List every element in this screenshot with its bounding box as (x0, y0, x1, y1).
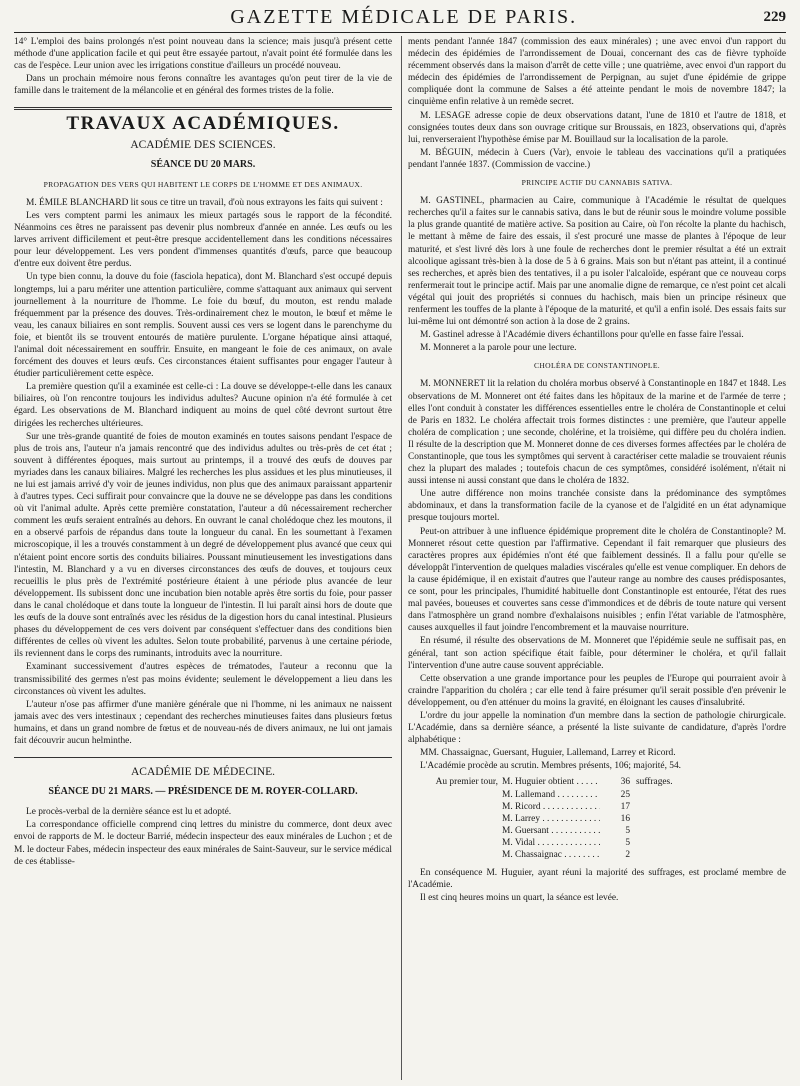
vote-row (408, 849, 786, 861)
paragraph: M. LESAGE adresse copie de deux observations datant, l'une de 1810 et l'autre de 1818, et consignées toutes deux dans son ouvrage critique sur Broussais, en 1823, observations qui, d'après lui, renverseraient l'hypothèse émise par M. Bouillaud sur la localisation de la parole. (408, 110, 786, 145)
paragraph: Il est cinq heures moins un quart, la séance est levée. (420, 893, 619, 904)
vote-count: 2 (625, 850, 630, 860)
paragraph: ments pendant l'année 1847 (commission des eaux minérales) ; une avec envoi d'un rapport du médecin des épidémies de l'arrondissement de Douai, concernant des cas de fièvre typhoïde récemment observés dans la maison d'arrêt de cette ville ; une quatrième, avec envoi d'un rapport du médecin des épidémies de l'arrondissement de Perpignan, au sujet d'une épidémie de grippe compliquée dont la commune de Salses a été atteinte pendant le mois de novembre 1847; la cinquième enfin relative à un remède secret. (408, 37, 786, 108)
candidate-name: M. Lallemand . . . (502, 789, 600, 801)
candidate-name: M. Guersant . . . (502, 825, 600, 837)
vote-suffix: suffrages. (636, 777, 673, 788)
paragraph: M. ÉMILE BLANCHARD lit sous ce titre un travail, d'où nous extrayons les faits qui suivent : (26, 197, 383, 208)
vote-row (408, 789, 786, 801)
paragraph: Sur une très-grande quantité de foies de mouton examinés en toutes saisons pendant l'espace de plus de trois ans, l'auteur n'a jamais rencontré que des individus adultes ou très-près de cet état ; souvent à différentes époques, mais surtout au printemps, il a trouvé des œufs de douves par myriades dans les canaux biliaires. Malgré les recherches les plus assidues et les plus minutieuses, il ne lui est jamais arrivé d'y voir de jeunes individus, non plus que des animaux paraissant appartenir à d'autres types. Ceci suffirait pour convaincre que la douve ne se développe pas dans les conditions où vit l'animal adulte. Après cette première constatation, l'auteur a dû nécessairement rechercher comment les œufs seraient entraînés au dehors. En ouvrant le canal cholédoque chez les moutons, il en a observé parfois de répandus dans toute la longueur du canal. En les soumettant à l'examen microscopique, il les a trouvés constamment à un degré de développement plus avancé que ceux qui n'étaient point encore sortis des conduits biliaires. Poussant minutieusement les investigations dans l'intestin, M. Blanchard y a vu en diverses circonstances des œufs de douves, et toujours ceux recueillis le plus près de l'extrémité postérieure étaient à une période plus avancée de leur développement. Ils subissent donc une incubation bien notable après être sortis du foie, pour passer dans le canal cholédoque et dans toute la longueur de l'intestin. Il lui paraît ainsi hors de doute que les œufs de la douve sont entraînés avec les résidus de la digestion hors du canal intestinal. Plusieurs phases du développement de ces vers doivent par conséquent s'effectuer dans des conditions bien différentes de celles où vivent les adultes. Selon toute probabilité, parvenus à une certaine période, ils reviennent dans le corps des ruminants, introduits avec la nourriture. (14, 431, 392, 660)
paragraph: M. BÉGUIN, médecin à Cuers (Var), envoie le tableau des vaccinations qu'il a pratiquées pendant l'année 1837. (Commission de vaccine.) (408, 147, 786, 170)
vote-count: 5 (625, 825, 630, 836)
candidate-name: M. Huguier obtient . . . (502, 776, 600, 788)
vote-row (408, 813, 786, 825)
column-rule (401, 36, 402, 1080)
paragraph: Examinant successivement d'autres espèces de trématodes, l'auteur a reconnu que la transmissibilité des germes n'est pas moins évidente; seulement le développement a lieu dans les circonstances où vivent les adultes. (14, 662, 392, 697)
article-subheading: PRINCIPE ACTIF DU CANNABIS SATIVA. (521, 178, 673, 188)
paragraph: M. Monneret a la parole pour une lecture. (420, 343, 577, 354)
vote-row (408, 825, 786, 837)
left-column (14, 36, 392, 1082)
seance-heading: SÉANCE DU 20 MARS. (150, 158, 256, 170)
candidate-name: M. Chassaignac . . . (502, 849, 600, 861)
page-header (14, 2, 786, 33)
paragraph: Les vers comptent parmi les animaux les mieux partagés sous le rapport de la fécondité. Néanmoins ces êtres ne paraissent pas devenir plus nombreux d'année en année. Les œufs ou les larves arrivent difficilement et peut-être presque accidentellement dans les conditions nécessaires pour leur développement. Les vers pondent d'immenses quantités d'œufs, parce que beaucoup d'entre eux doivent être perdus. (14, 210, 392, 270)
candidate-name: M. Vidal . . . (502, 837, 600, 849)
academy-heading: ACADÉMIE DES SCIENCES. (130, 138, 276, 151)
vote-row (408, 837, 786, 849)
section-divider (14, 757, 392, 758)
academy-heading: ACADÉMIE DE MÉDECINE. (130, 766, 276, 779)
paragraph: MM. Chassaignac, Guersant, Huguier, Lallemand, Larrey et Ricord. (420, 748, 676, 759)
paragraph: Un type bien connu, la douve du foie (fasciola hepatica), dont M. Blanchard s'est occupé depuis longtemps, lui a paru mériter une attention particulière, comme s'attaquant aux animaux qui servent journellement à la nourriture de l'homme. Le foie du bœuf, du mouton, est rendu malade fréquemment par la présence des douves. Très-ordinairement chez le mouton, le bœuf et même le veau, les canaux biliaires en sont remplis. Souvent aussi ces vers se logent dans le parenchyme du foie, et bientôt ils se trouvent entourés de matière purulente. L'organe hépatique ainsi attaqué, l'animal doit nécessairement en souffrir. Ensuite, en mangeant le foie de ces animaux, on avale forcément des douves et leurs œufs. Ces circonstances étaient suffisantes pour engager l'auteur à étudier particulièrement cette espèce. (14, 272, 392, 380)
paragraph: Cette observation a une grande importance pour les peuples de l'Europe qui pourraient avoir à craindre l'apparition du choléra ; car elle tend à faire présumer qu'il serait possible d'en prévenir le développement, ou d'en atténuer du moins la gravité, en éloignant les causes d'insalubrité. (408, 673, 786, 708)
paragraph: L'Académie procède au scrutin. Membres présents, 106; majorité, 54. (420, 761, 681, 772)
seance-heading: SÉANCE DU 21 MARS. — PRÉSIDENCE DE M. ROYER-COLLARD. (48, 786, 358, 798)
paragraph: En conséquence M. Huguier, ayant réuni la majorité des suffrages, est proclamé membre de l'Académie. (408, 868, 786, 891)
paragraph: La correspondance officielle comprend cinq lettres du ministre du commerce, dont deux avec envoi de rapports de M. le docteur Barrié, médecin inspecteur des eaux minérales de Luchon ; et de M. le docteur Fabes, médecin inspecteur des eaux minérales de Saint-Sauveur, sur le service médical de ces établisse- (14, 820, 392, 867)
paragraph: M. GASTINEL, pharmacien au Caire, communique à l'Académie le résultat de quelques recherches qu'il a faites sur le cannabis sativa, dans le but de réunir sous le moindre volume possible la plus grande quantité de matière active. Sa position au Caire, où l'on récolte la plante du hachisch, le mettant à même de faire des essais, il s'est procuré une masse de plantes à l'époque de leur maturité, et s'est livré dès lors à une foule de recherches dont le premier résultat a été un extrait alcoolique agissant très-bien à la dose de 5 à 6 grains. Mais son but n'étant pas atteint, il a continué ses recherches, et après bien des tentatives, il a pu isoler l'alcaloïde, espérant que ce nouveau corps renfermerait tout le principe actif. Mais par une anomalie digne de remarque, ce n'est point cet alcali végétal qui jouit des propriétés si connues du hachisch, mais bien un principe résineux que renferment les touffes de la plante à l'époque de la maturité, et qu'il a enfin isolé. Des essais faits sur lui-même lui ont démontré son action à la dose de 2 grains. (408, 196, 786, 328)
paragraph: Une autre différence non moins tranchée consiste dans la prédominance des symptômes abdominaux, et dans la transformation facile de la cyanose et de l'algidité en un état adynamique presque toujours mortel. (408, 489, 786, 524)
section-divider (14, 107, 392, 110)
paragraph: Dans un prochain mémoire nous ferons connaître les avantages qu'on peut tirer de la vie de famille dans le traitement de la mélancolie et en général des formes tristes de la folie. (14, 74, 392, 97)
vote-row (408, 801, 786, 813)
candidate-name: M. Larrey . . . (502, 813, 600, 825)
intro-block (14, 36, 392, 97)
paragraph: La première question qu'il a examinée est celle-ci : La douve se développe-t-elle dans les canaux biliaires, où l'on rencontre toujours les individus adultes? Aucune opinion n'a été formulée à cet égard. Les observations de M. Blanchard indiquent au moins de quel côté devront surtout être dirigées les recherches ultérieures. (14, 382, 392, 429)
paragraph: L'ordre du jour appelle la nomination d'un membre dans la section de pathologie chirurgicale. L'Académie, dans sa dernière séance, a présenté la liste suivante de candidature, d'après l'ordre alphabétique : (408, 710, 786, 746)
paragraph: Peut-on attribuer à une influence épidémique proprement dite le choléra de Constantinople? M. Monneret résout cette question par l'affirmative. Cependant il fait remarquer que plusieurs des caractères propres aux épidémies n'ont été que faiblement dessinés. Il a fallu pour qu'elle se développât l'intervention de quelques maladies viscérales qu'elle est venue compliquer. En dehors de la cause épidémique, il en existait d'autres que l'auteur range au nombre des causes prédisposantes, ce sont, pour les principales, l'humidité habituelle dont Constantinople est entourée, l'état des rues mal pavées, boueuses et couvertes sans cesse d'immondices et de débris de toute nature qui versent dans l'atmosphère un grand nombre d'exhalaisons nuisibles ; enfin l'état variable de l'atmosphère, causes auxquelles il faut joindre l'encombrement et la mauvaise nourriture. (408, 526, 786, 634)
paragraph: En résumé, il résulte des observations de M. Monneret que l'épidémie seule ne suffisait pas, en général, tant son action spécifique était faible, pour déterminer le choléra, et qu'il fallait l'intervention d'une autre cause souvent appréciable. (408, 636, 786, 671)
vote-count: 36 (620, 777, 630, 788)
vote-round-label: Au premier tour, (435, 777, 498, 788)
right-column (408, 36, 786, 1082)
candidate-name: M. Ricord . . . (502, 801, 600, 813)
vote-count: 16 (620, 813, 630, 824)
paragraph: 14° L'emploi des bains prolongés n'est point nouveau dans la science; mais jusqu'à présent cette méthode d'une application facile et qui peut être essayée partout, n'avait point été formulée dans les cas de l'espèce. Leur union avec les irrigations constitue d'ailleurs un procédé nouveau. (14, 37, 392, 72)
paragraph: M. MONNERET lit la relation du choléra morbus observé à Constantinople en 1847 et 1848. Les observations de M. Monneret ont été faites dans les hôpitaux de la marine et de l'armée de terre ; elles l'ont conduit à constater les différences essentielles entre le choléra de Constantinople et celui de Paris en 1832. Le choléra affectait trois formes distinctes : une première, que l'auteur appelle choléra de complication ; une seconde, cholérine, et la troisième, qui diffère peu du choléra indien. Il résulte de la description que M. Monneret donne de ces diverses formes affectées par le choléra de Constantinople, que tous les symptômes qui servent à caractériser cette maladie se trouvaient réunis chez la plupart des malades ; toutefois chacun de ces symptômes, considéré isolément, n'était ni aussi intense ni aussi constant que dans le choléra de 1832. (408, 379, 786, 487)
vote-count: 5 (625, 837, 630, 848)
paragraph: M. Gastinel adresse à l'Académie divers échantillons pour qu'elle en fasse faire l'essai. (420, 330, 744, 341)
article-subheading: PROPAGATION DES VERS QUI HABITENT LE CORPS DE L'HOMME ET DES ANIMAUX. (43, 179, 363, 189)
journal-title: GAZETTE MÉDICALE DE PARIS. (230, 5, 578, 28)
page-number: 229 (763, 8, 786, 25)
vote-count: 17 (620, 801, 630, 812)
paragraph: Le procès-verbal de la dernière séance est lu et adopté. (26, 807, 232, 818)
vote-row (408, 776, 786, 788)
vote-results (408, 776, 786, 861)
article-subheading: CHOLÉRA DE CONSTANTINOPLE. (534, 361, 660, 371)
paragraph: L'auteur n'ose pas affirmer d'une manière générale que ni l'homme, ni les animaux ne naissent jamais avec des vers intestinaux ; cependant des recherches minutieuses faites dans plusieurs fœtus humains, et dans un grand nombre de fœtus et de nouveau-nés de divers animaux, ne lui ont jamais fait découvrir aucun helminthe. (14, 699, 392, 746)
vote-count: 25 (620, 789, 630, 800)
section-title: TRAVAUX ACADÉMIQUES. (66, 113, 340, 135)
